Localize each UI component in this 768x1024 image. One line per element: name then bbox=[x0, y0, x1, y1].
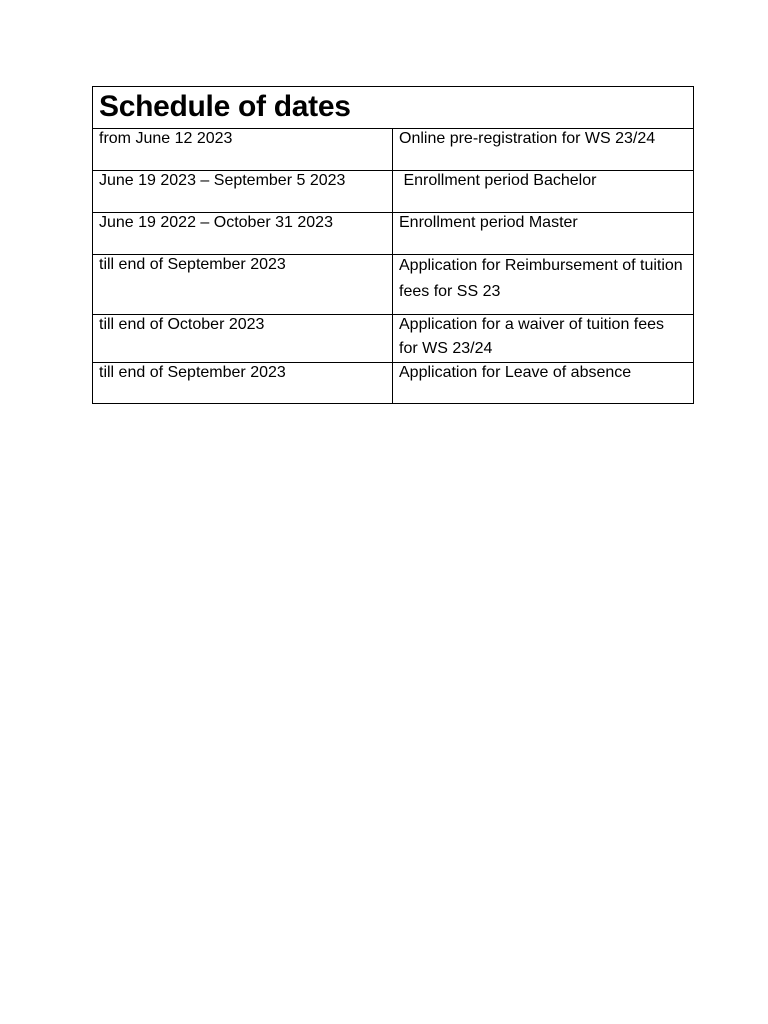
event-text: Application for a waiver of tuition fees for WS 23/24 bbox=[399, 316, 665, 357]
date-cell bbox=[93, 315, 393, 363]
event-cell bbox=[393, 363, 694, 404]
event-cell bbox=[393, 129, 694, 171]
date-cell bbox=[93, 171, 393, 213]
table-row bbox=[93, 171, 694, 213]
table-row bbox=[93, 213, 694, 255]
event-cell bbox=[393, 171, 694, 213]
table-row bbox=[93, 363, 694, 404]
date-cell bbox=[93, 255, 393, 315]
table-row bbox=[93, 315, 694, 363]
schedule-table bbox=[92, 86, 694, 404]
table-title: Schedule of dates bbox=[99, 90, 351, 123]
date-cell bbox=[93, 129, 393, 171]
date-cell bbox=[93, 363, 393, 404]
date-cell bbox=[93, 213, 393, 255]
table-title-cell bbox=[93, 87, 694, 129]
event-cell bbox=[393, 315, 694, 363]
event-text: Enrollment period Master bbox=[399, 214, 578, 231]
event-text: Enrollment period Bachelor bbox=[399, 172, 597, 189]
table-row bbox=[93, 255, 694, 315]
date-text: till end of October 2023 bbox=[99, 316, 265, 333]
date-text: till end of September 2023 bbox=[99, 364, 286, 381]
event-text: Online pre-registration for WS 23/24 bbox=[399, 130, 656, 147]
date-text: June 19 2022 – October 31 2023 bbox=[99, 214, 333, 231]
event-cell bbox=[393, 213, 694, 255]
date-text: from June 12 2023 bbox=[99, 130, 233, 147]
table-row bbox=[93, 129, 694, 171]
date-text: till end of September 2023 bbox=[99, 256, 286, 273]
event-cell bbox=[393, 255, 694, 315]
event-text: Application for Reimbursement of tuition fees for SS 23 bbox=[399, 257, 683, 300]
event-text: Application for Leave of absence bbox=[399, 364, 632, 381]
date-text: June 19 2023 – September 5 2023 bbox=[99, 172, 346, 189]
table-title-row bbox=[93, 87, 694, 129]
